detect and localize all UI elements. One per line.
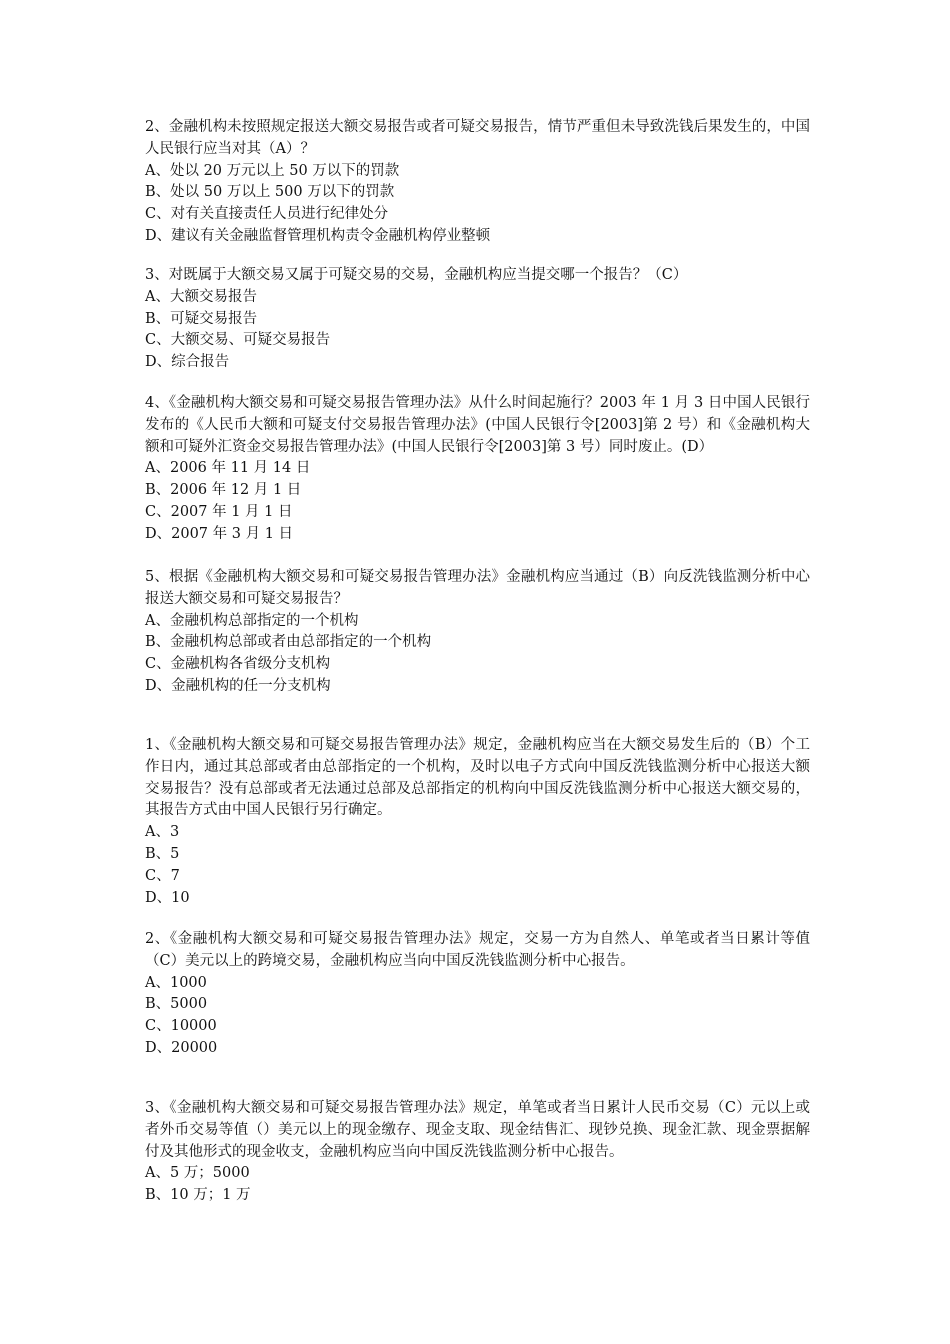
option-a: A、5 万；5000	[145, 1165, 250, 1182]
option-d: D、金融机构的任一分支机构	[145, 677, 331, 694]
option-a: A、金融机构总部指定的一个机构	[145, 612, 359, 629]
question-block	[145, 117, 810, 248]
question-block	[145, 567, 810, 698]
question-stem: 4、《金融机构大额交易和可疑交易报告管理办法》从什么时间起施行？2003 年 1 月 3 日中国人民银行发布的《人民币大额和可疑支付交易报告管理办法》(中国人民银行令[2003]第 2 号）和《金融机构大额和可疑外汇资金交易报告管理办法》(中国人民银行令[2003]第 3 号）同时废止。(D）	[145, 395, 810, 455]
option-b: B、10 万；1 万	[145, 1187, 251, 1204]
option-b: B、5000	[145, 996, 208, 1013]
option-d: D、10	[145, 889, 190, 906]
option-c: C、对有关直接责任人员进行纪律处分	[145, 206, 389, 223]
option-c: C、2007 年 1 月 1 日	[145, 503, 293, 520]
question-stem: 2、《金融机构大额交易和可疑交易报告管理办法》规定，交易一方为自然人、单笔或者当日累计等值（C）美元以上的跨境交易，金融机构应当向中国反洗钱监测分析中心报告。	[145, 931, 810, 969]
question-block	[145, 1098, 810, 1207]
option-b: B、处以 50 万以上 500 万以下的罚款	[145, 184, 395, 201]
question-block	[145, 929, 810, 1060]
option-a: A、3	[145, 824, 180, 841]
option-c: C、大额交易、可疑交易报告	[145, 332, 331, 349]
question-stem: 1、《金融机构大额交易和可疑交易报告管理办法》规定，金融机构应当在大额交易发生后的（B）个工作日内，通过其总部或者由总部指定的一个机构，及时以电子方式向中国反洗钱监测分析中心报送大额交易报告？没有总部或者无法通过总部及总部指定的机构向中国反洗钱监测分析中心报送大额交易的，其报告方式由中国人民银行另行确定。	[145, 737, 810, 819]
option-a: A、大额交易报告	[145, 288, 257, 305]
option-a: A、2006 年 11 月 14 日	[145, 460, 311, 477]
question-stem: 5、根据《金融机构大额交易和可疑交易报告管理办法》金融机构应当通过（B）向反洗钱监测分析中心报送大额交易和可疑交易报告？	[145, 569, 810, 607]
question-block	[145, 265, 810, 374]
option-d: D、2007 年 3 月 1 日	[145, 525, 294, 542]
option-b: B、2006 年 12 月 1 日	[145, 482, 302, 499]
option-c: C、7	[145, 867, 180, 884]
option-c: C、金融机构各省级分支机构	[145, 656, 331, 673]
option-d: D、20000	[145, 1039, 218, 1056]
question-block	[145, 393, 810, 546]
option-d: D、建议有关金融监督管理机构责令金融机构停业整顿	[145, 227, 491, 244]
question-stem: 2、金融机构未按照规定报送大额交易报告或者可疑交易报告，情节严重但未导致洗钱后果发生的，中国人民银行应当对其（A）？	[145, 119, 810, 157]
option-b: B、金融机构总部或者由总部指定的一个机构	[145, 634, 432, 651]
option-b: B、可疑交易报告	[145, 310, 258, 327]
option-d: D、综合报告	[145, 354, 230, 371]
question-stem: 3、《金融机构大额交易和可疑交易报告管理办法》规定，单笔或者当日累计人民币交易（C）元以上或者外币交易等值（）美元以上的现金缴存、现金支取、现金结售汇、现钞兑换、现金汇款、现金票据解付及其他形式的现金收支，金融机构应当向中国反洗钱监测分析中心报告。	[145, 1100, 810, 1160]
option-a: A、处以 20 万元以上 50 万以下的罚款	[145, 162, 400, 179]
question-block	[145, 735, 810, 909]
option-a: A、1000	[145, 974, 207, 991]
option-c: C、10000	[145, 1018, 217, 1035]
option-b: B、5	[145, 845, 180, 862]
question-stem: 3、对既属于大额交易又属于可疑交易的交易，金融机构应当提交哪一个报告？（C）	[145, 267, 688, 283]
